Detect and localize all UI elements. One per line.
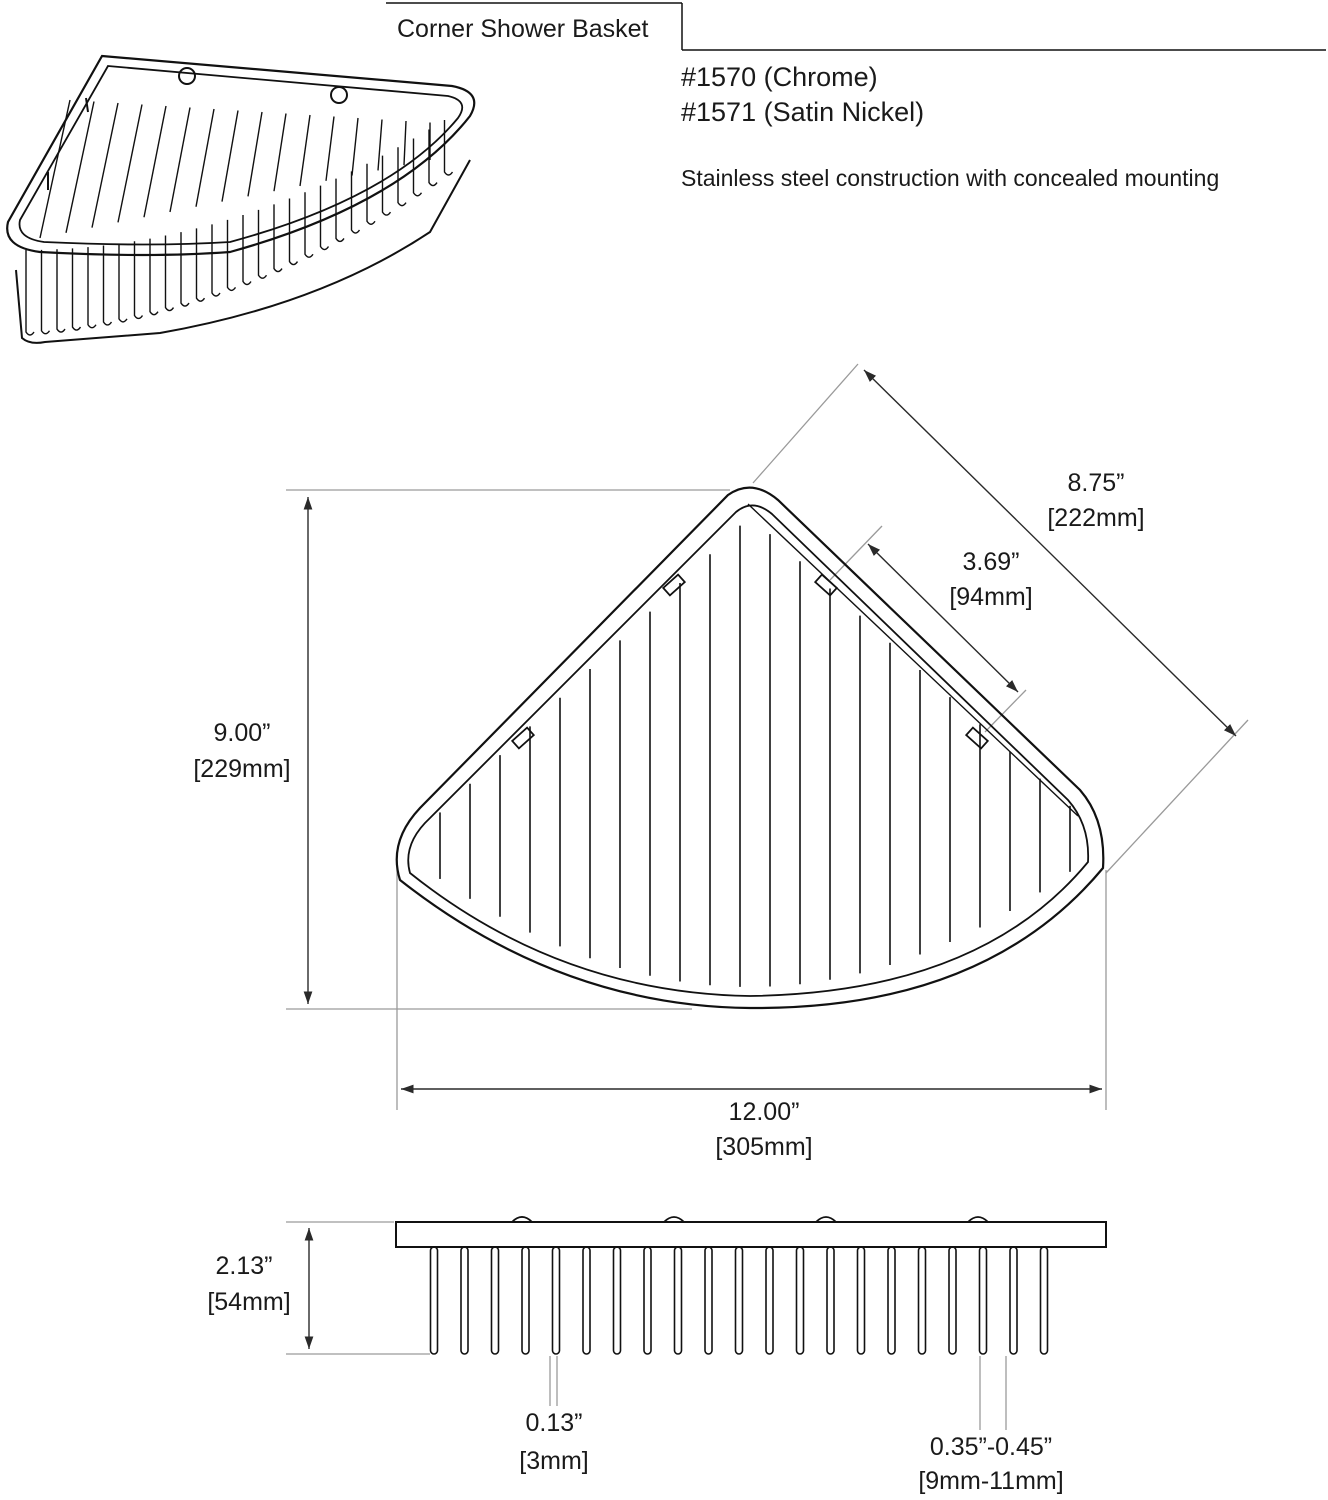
iso-skirt-wire <box>135 241 143 318</box>
iso-wire <box>40 100 70 238</box>
iso-wire <box>326 117 334 181</box>
title-block <box>386 3 1326 191</box>
side-wire <box>431 1247 438 1354</box>
wire-diameter-mm: [3mm] <box>519 1447 589 1475</box>
width-mm: [305mm] <box>715 1133 813 1161</box>
width-inch: 12.00” <box>728 1098 800 1126</box>
side-wire <box>919 1247 926 1354</box>
iso-skirt-wire <box>42 250 50 334</box>
iso-skirt-wire <box>212 224 220 296</box>
iso-wire <box>196 109 214 207</box>
side-wire <box>522 1247 529 1354</box>
mount-clip <box>815 575 837 596</box>
mount-spacing-mm: [94mm] <box>949 583 1033 611</box>
side-wire <box>614 1247 621 1354</box>
side-wire <box>583 1247 590 1354</box>
side-wire <box>675 1247 682 1354</box>
iso-skirt-wire <box>104 246 112 325</box>
iso-skirt-wire <box>228 220 236 291</box>
height-inch: 2.13” <box>215 1252 273 1280</box>
side-wire-row <box>431 1247 1048 1354</box>
side-wire <box>980 1247 987 1354</box>
side-wire <box>461 1247 468 1354</box>
iso-skirt-wire <box>197 228 205 301</box>
depth-diagonal-inch: 8.75” <box>1067 469 1125 497</box>
iso-wire <box>248 112 262 196</box>
side-wire <box>736 1247 743 1354</box>
iso-wire <box>144 106 166 217</box>
iso-skirt-wire <box>150 239 158 315</box>
side-wire <box>949 1247 956 1354</box>
top-view <box>193 364 1248 1161</box>
iso-skirt-wire <box>243 215 251 284</box>
depth-inch: 9.00” <box>213 719 271 747</box>
iso-skirt-wire <box>352 171 360 233</box>
height-mm: [54mm] <box>207 1288 291 1316</box>
side-wire <box>1041 1247 1048 1354</box>
side-wire <box>888 1247 895 1354</box>
iso-skirt-wire <box>73 248 81 330</box>
model-chrome: #1570 (Chrome) <box>681 62 878 92</box>
iso-skirt-wire <box>26 250 34 335</box>
side-wire <box>553 1247 560 1354</box>
wire-spacing-mm: [9mm-11mm] <box>918 1467 1064 1495</box>
iso-wire <box>378 120 382 171</box>
product-description: Stainless steel construction with concealed mounting <box>681 165 1220 191</box>
side-wire <box>705 1247 712 1354</box>
side-view <box>207 1217 1106 1495</box>
iso-wire <box>404 121 406 165</box>
iso-wire <box>300 115 310 186</box>
iso-wire <box>352 118 358 176</box>
iso-skirt-wire <box>57 249 65 332</box>
mount-spacing-inch: 3.69” <box>962 548 1020 576</box>
iso-wire <box>92 103 118 228</box>
iso-skirt-wire <box>88 247 96 328</box>
iso-skirt-wire <box>166 236 174 311</box>
side-wire <box>766 1247 773 1354</box>
side-wire <box>797 1247 804 1354</box>
depth-diagonal-mm: [222mm] <box>1047 504 1145 532</box>
iso-wire <box>66 102 94 233</box>
mount-clip <box>966 728 988 749</box>
product-title: Corner Shower Basket <box>397 15 649 43</box>
side-wire <box>644 1247 651 1354</box>
iso-wire <box>170 108 190 213</box>
side-wire <box>1010 1247 1017 1354</box>
side-wire <box>858 1247 865 1354</box>
side-wire <box>827 1247 834 1354</box>
mount-clip <box>663 575 685 596</box>
wire-diameter-inch: 0.13” <box>525 1409 583 1437</box>
isometric-view <box>7 56 474 343</box>
depth-mm: [229mm] <box>193 755 291 783</box>
model-satin-nickel: #1571 (Satin Nickel) <box>681 97 925 127</box>
iso-wire <box>118 105 142 223</box>
iso-wire <box>222 111 238 202</box>
iso-wire <box>274 114 286 192</box>
wire-spacing-inch: 0.35”-0.45” <box>929 1433 1053 1461</box>
side-wire <box>492 1247 499 1354</box>
